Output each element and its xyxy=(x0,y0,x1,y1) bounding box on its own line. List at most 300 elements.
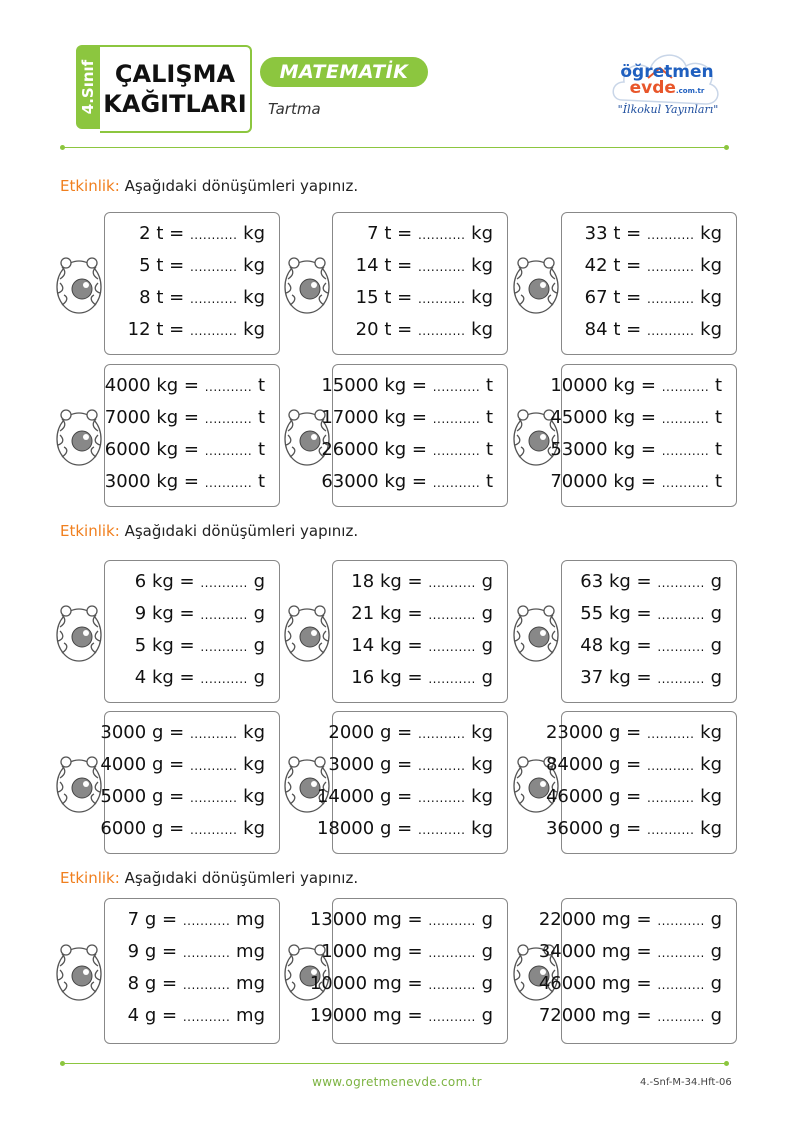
answer-blank[interactable]: ........... xyxy=(417,759,466,773)
answer-blank[interactable]: ........... xyxy=(189,791,238,805)
row-eq-sign: = xyxy=(179,571,195,592)
row-eq-sign: = xyxy=(640,439,656,460)
row-to-unit: kg xyxy=(471,223,493,244)
row-value: 14 xyxy=(355,255,379,276)
row-eq-sign: = xyxy=(407,909,423,930)
row-eq-sign: = xyxy=(169,818,185,839)
answer-blank[interactable]: ........... xyxy=(428,576,476,590)
row-from-unit: kg xyxy=(613,439,636,460)
row-from-unit: kg xyxy=(156,439,179,460)
row-eq-sign: = xyxy=(411,407,427,428)
row-to-unit: t xyxy=(485,471,493,492)
answer-blank[interactable]: ........... xyxy=(646,324,695,338)
row-from-unit: g xyxy=(379,786,392,807)
row-to-unit: g xyxy=(253,635,265,656)
conversion-row xyxy=(310,973,493,994)
row-value: 63000 xyxy=(321,471,379,492)
answer-blank[interactable]: ........... xyxy=(200,672,248,686)
row-value: 34000 xyxy=(538,941,597,962)
footer-code: 4.-Snf-M-34.Hft-06 xyxy=(640,1077,732,1088)
row-value: 72000 xyxy=(538,1005,597,1026)
conversion-box xyxy=(321,364,508,507)
row-to-unit: g xyxy=(481,941,493,962)
row-to-unit: g xyxy=(253,667,265,688)
answer-blank[interactable]: ........... xyxy=(417,324,466,338)
row-eq-sign: = xyxy=(636,603,652,624)
tiger-mascot-icon xyxy=(280,249,334,319)
row-eq-sign: = xyxy=(169,223,185,244)
answer-blank[interactable]: ........... xyxy=(189,228,238,242)
conversion-row xyxy=(100,754,265,775)
row-from-unit: kg xyxy=(384,471,407,492)
answer-blank[interactable]: ........... xyxy=(661,412,710,426)
row-from-unit: kg xyxy=(613,375,636,396)
row-from-unit: kg xyxy=(608,667,631,688)
row-eq-sign: = xyxy=(169,255,185,276)
row-value: 10000 xyxy=(550,375,608,396)
row-from-unit: mg xyxy=(372,909,402,930)
row-value: 16 xyxy=(351,667,375,688)
tiger-mascot-icon xyxy=(280,748,334,818)
section-instruction: Aşağıdaki dönüşümleri yapınız. xyxy=(124,177,359,195)
row-to-unit: kg xyxy=(471,319,493,340)
row-to-unit: kg xyxy=(700,319,722,340)
row-to-unit: t xyxy=(714,439,722,460)
conversion-box xyxy=(104,212,280,355)
conversion-row xyxy=(585,319,722,340)
row-to-unit: g xyxy=(481,571,493,592)
answer-blank[interactable]: ........... xyxy=(657,576,705,590)
row-value: 6 xyxy=(134,571,147,592)
conversion-row xyxy=(105,471,265,492)
row-eq-sign: = xyxy=(626,287,642,308)
title-line-2: KAĞITLARI xyxy=(103,90,247,118)
row-value: 7 xyxy=(367,223,379,244)
row-eq-sign: = xyxy=(397,287,413,308)
row-eq-sign: = xyxy=(411,439,427,460)
row-to-unit: mg xyxy=(236,973,265,994)
row-from-unit: kg xyxy=(379,571,402,592)
conversion-row xyxy=(128,319,265,340)
conversion-row xyxy=(351,635,493,656)
row-eq-sign: = xyxy=(179,667,195,688)
answer-blank[interactable]: ........... xyxy=(661,380,710,394)
answer-blank[interactable]: ........... xyxy=(646,260,695,274)
conversion-row xyxy=(321,471,493,492)
answer-blank[interactable]: ........... xyxy=(204,476,253,490)
row-eq-sign: = xyxy=(162,909,178,930)
conversion-row xyxy=(139,255,265,276)
row-eq-sign: = xyxy=(407,571,423,592)
conversion-row xyxy=(139,287,265,308)
row-to-unit: kg xyxy=(243,255,265,276)
answer-blank[interactable]: ........... xyxy=(189,292,238,306)
answer-blank[interactable]: ........... xyxy=(182,914,231,928)
conversion-row xyxy=(550,471,722,492)
row-from-unit: kg xyxy=(151,571,174,592)
conversion-box xyxy=(104,560,280,703)
row-to-unit: t xyxy=(257,471,265,492)
row-from-unit: t xyxy=(384,223,392,244)
answer-blank[interactable]: ........... xyxy=(432,412,481,426)
logo-wordmark xyxy=(612,64,722,99)
answer-blank[interactable]: ........... xyxy=(432,476,481,490)
answer-blank[interactable]: ........... xyxy=(189,823,238,837)
row-from-unit: t xyxy=(156,319,164,340)
section-title xyxy=(60,522,358,540)
row-eq-sign: = xyxy=(162,941,178,962)
conversion-row xyxy=(105,375,265,396)
row-eq-sign: = xyxy=(169,287,185,308)
row-to-unit: kg xyxy=(471,255,493,276)
answer-blank[interactable]: ........... xyxy=(428,1010,476,1024)
row-value: 8 xyxy=(127,973,140,994)
conversion-row xyxy=(550,375,722,396)
tiger-mascot-icon xyxy=(52,401,106,471)
conversion-row xyxy=(310,909,493,930)
row-from-unit: t xyxy=(384,287,392,308)
row-from-unit: kg xyxy=(384,375,407,396)
answer-blank[interactable]: ........... xyxy=(646,727,695,741)
row-from-unit: kg xyxy=(379,603,402,624)
row-eq-sign: = xyxy=(183,439,199,460)
conversion-row xyxy=(105,407,265,428)
row-to-unit: g xyxy=(710,1005,722,1026)
answer-blank[interactable]: ........... xyxy=(417,823,466,837)
row-from-unit: g xyxy=(608,754,621,775)
answer-blank[interactable]: ........... xyxy=(417,260,466,274)
row-from-unit: g xyxy=(151,786,164,807)
row-to-unit: g xyxy=(253,603,265,624)
row-value: 5 xyxy=(139,255,151,276)
row-eq-sign: = xyxy=(636,667,652,688)
answer-blank[interactable]: ........... xyxy=(661,476,710,490)
row-to-unit: kg xyxy=(700,786,722,807)
answer-blank[interactable]: ........... xyxy=(432,380,481,394)
row-eq-sign: = xyxy=(640,407,656,428)
row-eq-sign: = xyxy=(407,603,423,624)
row-to-unit: t xyxy=(257,375,265,396)
conversion-box xyxy=(538,898,737,1044)
row-value: 2000 xyxy=(328,722,375,743)
worksheet-title xyxy=(100,45,252,133)
row-from-unit: g xyxy=(608,722,621,743)
row-value: 84000 xyxy=(545,754,604,775)
tiger-mascot-icon xyxy=(509,249,563,319)
answer-blank[interactable]: ........... xyxy=(200,640,248,654)
answer-blank[interactable]: ........... xyxy=(189,260,238,274)
row-eq-sign: = xyxy=(626,786,642,807)
answer-blank[interactable]: ........... xyxy=(657,914,705,928)
answer-blank[interactable]: ........... xyxy=(657,608,705,622)
title-line-1: ÇALIŞMA xyxy=(114,60,236,88)
row-value: 4 xyxy=(134,667,147,688)
row-eq-sign: = xyxy=(626,223,642,244)
row-value: 15 xyxy=(355,287,379,308)
answer-blank[interactable]: ........... xyxy=(189,727,238,741)
row-value: 18 xyxy=(351,571,375,592)
answer-blank[interactable]: ........... xyxy=(657,946,705,960)
row-from-unit: t xyxy=(384,319,392,340)
answer-blank[interactable]: ........... xyxy=(657,640,705,654)
row-to-unit: kg xyxy=(700,722,722,743)
row-from-unit: kg xyxy=(608,571,631,592)
row-from-unit: kg xyxy=(151,603,174,624)
row-eq-sign: = xyxy=(397,223,413,244)
conversion-row xyxy=(356,255,493,276)
row-eq-sign: = xyxy=(397,754,413,775)
row-to-unit: g xyxy=(481,1005,493,1026)
row-to-unit: t xyxy=(485,407,493,428)
answer-blank[interactable]: ........... xyxy=(646,759,695,773)
conversion-row xyxy=(351,603,493,624)
row-eq-sign: = xyxy=(169,722,185,743)
answer-blank[interactable]: ........... xyxy=(204,412,253,426)
grade-badge xyxy=(76,45,100,129)
row-value: 4000 xyxy=(100,754,147,775)
answer-blank[interactable]: ........... xyxy=(428,914,476,928)
row-from-unit: g xyxy=(608,818,621,839)
answer-blank[interactable]: ........... xyxy=(189,324,238,338)
conversion-row xyxy=(328,722,493,743)
row-value: 84 xyxy=(584,319,608,340)
row-from-unit: mg xyxy=(372,941,402,962)
section-instruction: Aşağıdaki dönüşümleri yapınız. xyxy=(124,522,359,540)
answer-blank[interactable]: ........... xyxy=(204,380,253,394)
row-from-unit: mg xyxy=(601,909,631,930)
answer-blank[interactable]: ........... xyxy=(417,791,466,805)
row-to-unit: kg xyxy=(700,818,722,839)
row-to-unit: t xyxy=(257,439,265,460)
row-eq-sign: = xyxy=(397,255,413,276)
conversion-row xyxy=(135,571,265,592)
row-to-unit: t xyxy=(485,439,493,460)
row-eq-sign: = xyxy=(407,1005,423,1026)
answer-blank[interactable]: ........... xyxy=(646,292,695,306)
conversion-row xyxy=(585,223,722,244)
row-from-unit: kg xyxy=(156,407,179,428)
footer-divider xyxy=(62,1063,727,1064)
row-from-unit: t xyxy=(613,255,621,276)
footer-url: www.ogretmenevde.com.tr xyxy=(312,1075,482,1089)
row-eq-sign: = xyxy=(407,941,423,962)
row-value: 2 xyxy=(139,223,151,244)
row-from-unit: mg xyxy=(372,1005,402,1026)
conversion-row xyxy=(321,407,493,428)
row-from-unit: kg xyxy=(384,439,407,460)
answer-blank[interactable]: ........... xyxy=(204,444,253,458)
answer-blank[interactable]: ........... xyxy=(657,1010,705,1024)
row-value: 4000 xyxy=(104,375,151,396)
conversion-row xyxy=(351,571,493,592)
row-value: 22000 xyxy=(538,909,597,930)
answer-blank[interactable]: ........... xyxy=(417,292,466,306)
row-value: 3000 xyxy=(100,722,147,743)
row-value: 15000 xyxy=(321,375,379,396)
row-to-unit: g xyxy=(710,909,722,930)
row-value: 19000 xyxy=(309,1005,368,1026)
answer-blank[interactable]: ........... xyxy=(200,576,248,590)
row-to-unit: kg xyxy=(471,287,493,308)
conversion-row xyxy=(100,818,265,839)
answer-blank[interactable]: ........... xyxy=(182,946,231,960)
answer-blank[interactable]: ........... xyxy=(428,640,476,654)
conversion-row xyxy=(546,786,722,807)
row-to-unit: g xyxy=(481,603,493,624)
row-to-unit: kg xyxy=(243,754,265,775)
row-value: 21 xyxy=(351,603,375,624)
row-value: 36000 xyxy=(545,818,604,839)
logo-slogan: "İlkokul Yayınları" xyxy=(617,103,719,116)
row-value: 3000 xyxy=(104,471,151,492)
row-value: 14 xyxy=(351,635,375,656)
logo-domain: .com.tr xyxy=(675,87,705,95)
answer-blank[interactable]: ........... xyxy=(428,946,476,960)
row-eq-sign: = xyxy=(626,319,642,340)
logo-word-2: evde xyxy=(629,78,676,98)
topic-label: Tartma xyxy=(268,100,321,118)
row-eq-sign: = xyxy=(407,667,423,688)
row-from-unit: g xyxy=(151,818,164,839)
row-to-unit: mg xyxy=(236,941,265,962)
row-to-unit: kg xyxy=(243,319,265,340)
answer-blank[interactable]: ........... xyxy=(646,228,695,242)
answer-blank[interactable]: ........... xyxy=(189,759,238,773)
row-from-unit: g xyxy=(151,722,164,743)
row-to-unit: g xyxy=(710,603,722,624)
conversion-row xyxy=(550,439,722,460)
tiger-mascot-icon xyxy=(509,597,563,667)
conversion-row xyxy=(321,375,493,396)
row-to-unit: mg xyxy=(236,909,265,930)
answer-blank[interactable]: ........... xyxy=(417,727,466,741)
row-from-unit: g xyxy=(379,818,392,839)
conversion-row xyxy=(580,635,722,656)
row-eq-sign: = xyxy=(636,973,652,994)
row-to-unit: g xyxy=(710,973,722,994)
answer-blank[interactable]: ........... xyxy=(657,978,705,992)
row-eq-sign: = xyxy=(636,941,652,962)
row-from-unit: t xyxy=(613,287,621,308)
row-value: 23000 xyxy=(545,722,604,743)
row-to-unit: mg xyxy=(236,1005,265,1026)
row-from-unit: g xyxy=(379,754,392,775)
row-value: 20 xyxy=(355,319,379,340)
row-value: 67 xyxy=(584,287,608,308)
row-eq-sign: = xyxy=(407,973,423,994)
conversion-row xyxy=(367,223,493,244)
conversion-box xyxy=(332,212,508,355)
row-eq-sign: = xyxy=(636,635,652,656)
row-eq-sign: = xyxy=(636,1005,652,1026)
row-from-unit: t xyxy=(613,223,621,244)
row-from-unit: kg xyxy=(379,667,402,688)
row-eq-sign: = xyxy=(626,818,642,839)
answer-blank[interactable]: ........... xyxy=(661,444,710,458)
row-value: 8 xyxy=(139,287,151,308)
row-eq-sign: = xyxy=(626,754,642,775)
tiger-mascot-icon xyxy=(280,597,334,667)
row-from-unit: kg xyxy=(608,635,631,656)
conversion-box xyxy=(550,364,737,507)
answer-blank[interactable]: ........... xyxy=(417,228,466,242)
row-value: 13000 xyxy=(309,909,368,930)
conversion-row xyxy=(128,909,265,930)
row-from-unit: kg xyxy=(151,635,174,656)
answer-blank[interactable]: ........... xyxy=(200,608,248,622)
tiger-mascot-icon xyxy=(52,597,106,667)
row-to-unit: t xyxy=(714,471,722,492)
conversion-row xyxy=(546,818,722,839)
conversion-row xyxy=(310,1005,493,1026)
answer-blank[interactable]: ........... xyxy=(428,672,476,686)
row-from-unit: kg xyxy=(151,667,174,688)
answer-blank[interactable]: ........... xyxy=(646,791,695,805)
conversion-row xyxy=(550,407,722,428)
answer-blank[interactable]: ........... xyxy=(432,444,481,458)
conversion-box xyxy=(561,212,737,355)
row-value: 37 xyxy=(580,667,604,688)
row-value: 5000 xyxy=(100,786,147,807)
row-to-unit: g xyxy=(710,667,722,688)
conversion-row xyxy=(546,722,722,743)
row-to-unit: kg xyxy=(700,287,722,308)
row-from-unit: kg xyxy=(608,603,631,624)
tiger-mascot-icon xyxy=(52,249,106,319)
answer-blank[interactable]: ........... xyxy=(428,608,476,622)
answer-blank[interactable]: ........... xyxy=(182,978,231,992)
conversion-row xyxy=(317,786,493,807)
row-to-unit: g xyxy=(481,973,493,994)
row-value: 3000 xyxy=(328,754,375,775)
conversion-row xyxy=(585,287,722,308)
conversion-row xyxy=(580,667,722,688)
row-value: 7 xyxy=(127,909,140,930)
section-title xyxy=(60,869,358,887)
conversion-row xyxy=(128,1005,265,1026)
conversion-row xyxy=(356,319,493,340)
conversion-row xyxy=(539,973,722,994)
row-from-unit: g xyxy=(144,973,157,994)
row-from-unit: kg xyxy=(379,635,402,656)
subject-pill: MATEMATİK xyxy=(260,57,428,87)
row-to-unit: kg xyxy=(471,754,493,775)
conversion-row xyxy=(100,722,265,743)
row-eq-sign: = xyxy=(411,471,427,492)
row-value: 5 xyxy=(134,635,147,656)
row-to-unit: g xyxy=(253,571,265,592)
row-to-unit: kg xyxy=(243,223,265,244)
answer-blank[interactable]: ........... xyxy=(657,672,705,686)
row-value: 4 xyxy=(127,1005,140,1026)
conversion-row xyxy=(321,439,493,460)
row-from-unit: g xyxy=(144,941,157,962)
row-from-unit: mg xyxy=(601,973,631,994)
row-eq-sign: = xyxy=(183,407,199,428)
tiger-mascot-icon xyxy=(52,748,106,818)
row-from-unit: t xyxy=(156,287,164,308)
row-eq-sign: = xyxy=(162,1005,178,1026)
row-eq-sign: = xyxy=(411,375,427,396)
row-eq-sign: = xyxy=(169,786,185,807)
row-value: 6000 xyxy=(104,439,151,460)
row-eq-sign: = xyxy=(397,722,413,743)
row-eq-sign: = xyxy=(397,786,413,807)
answer-blank[interactable]: ........... xyxy=(428,978,476,992)
row-value: 14000 xyxy=(316,786,375,807)
answer-blank[interactable]: ........... xyxy=(646,823,695,837)
answer-blank[interactable]: ........... xyxy=(182,1010,231,1024)
